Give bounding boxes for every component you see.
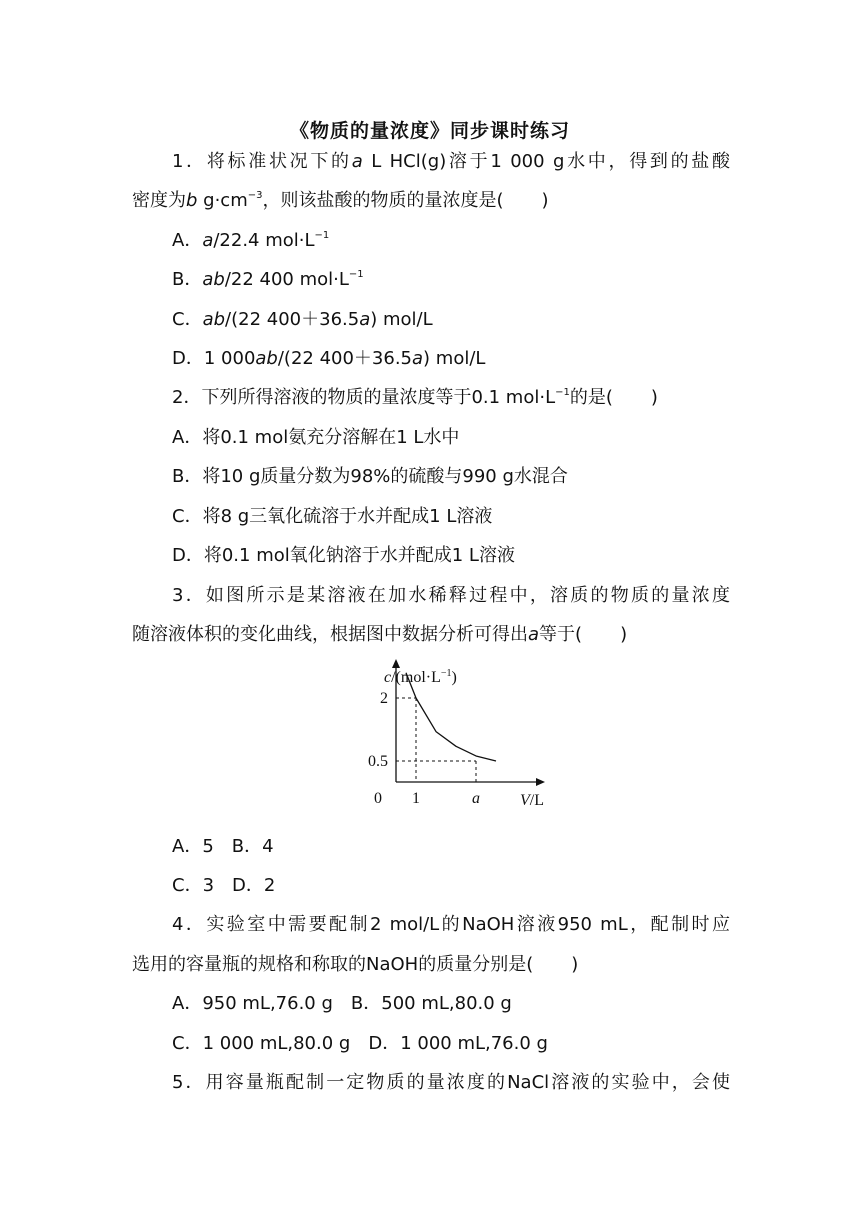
- y-tick-label-0-5: 0.5: [368, 753, 388, 770]
- origin-label: 0: [374, 790, 382, 807]
- y-axis-label: $c/(mol\cdot L^{-1})$: [384, 668, 457, 686]
- x-tick-label-1: 1: [412, 790, 420, 807]
- q4-options-cd: C．1 000 mL,80.0 g D．1 000 mL,76.0 g: [172, 1033, 548, 1054]
- x-axis-arrow: [536, 778, 545, 786]
- q2-stem: 2．下列所得溶液的物质的量浓度等于0.1 $mol\cdot L^{-1}$的是( ): [172, 387, 658, 408]
- q1-option-b: B．ab/22 400 $mol\cdot L^{-1}$: [172, 269, 364, 290]
- q1-option-d: D．1 000ab/(22 400＋36.5a) mol/L: [172, 348, 486, 369]
- q2-option-d: D．将0.1 mol氧化钠溶于水并配成1 L溶液: [172, 545, 515, 566]
- x-axis-label: V/L: [520, 792, 544, 809]
- q3-options-cd: C．3 D．2: [172, 875, 276, 896]
- q4-options-ab: A．950 mL,76.0 g B．500 mL,80.0 g: [172, 993, 512, 1014]
- q1-option-c: C．ab/(22 400＋36.5a) mol/L: [172, 309, 433, 330]
- q3-options-ab: A．5 B．4: [172, 836, 274, 857]
- q3-stem-line2: 随溶液体积的变化曲线，根据图中数据分析可得出a等于( ): [132, 624, 628, 645]
- concentration-volume-chart: [340, 656, 560, 812]
- y-tick-label-2: 2: [380, 690, 388, 707]
- q1-stem-line1: 1．将标准状况下的a L HCl(g)溶于1 000 g水中，得到的盐酸: [172, 151, 730, 172]
- q2-option-b: B．将10 g质量分数为98%的硫酸与990 g水混合: [172, 466, 568, 487]
- y-axis-arrow: [392, 659, 400, 668]
- q2-option-a: A．将0.1 mol氨充分溶解在1 L水中: [172, 427, 460, 448]
- q4-stem-line2: 选用的容量瓶的规格和称取的NaOH的质量分别是( ): [132, 954, 579, 975]
- x-tick-label-a: a: [472, 790, 480, 807]
- q3-stem-line1: 3．如图所示是某溶液在加水稀释过程中，溶质的物质的量浓度: [172, 585, 730, 606]
- q1-option-a: A．a/22.4 $mol\cdot L^{-1}$: [172, 230, 330, 251]
- dilution-curve: [406, 673, 496, 761]
- page-title: 《物质的量浓度》同步课时练习: [289, 120, 570, 142]
- q2-option-c: C．将8 g三氧化硫溶于水并配成1 L溶液: [172, 506, 493, 527]
- q4-stem-line1: 4．实验室中需要配制2 mol/L的NaOH溶液950 mL，配制时应: [172, 914, 730, 935]
- q5-stem-line1: 5．用容量瓶配制一定物质的量浓度的NaCl溶液的实验中，会使: [172, 1072, 730, 1093]
- q1-stem-line2: 密度为b $g\cdot cm^{-3}$，则该盐酸的物质的量浓度是( ): [132, 190, 549, 211]
